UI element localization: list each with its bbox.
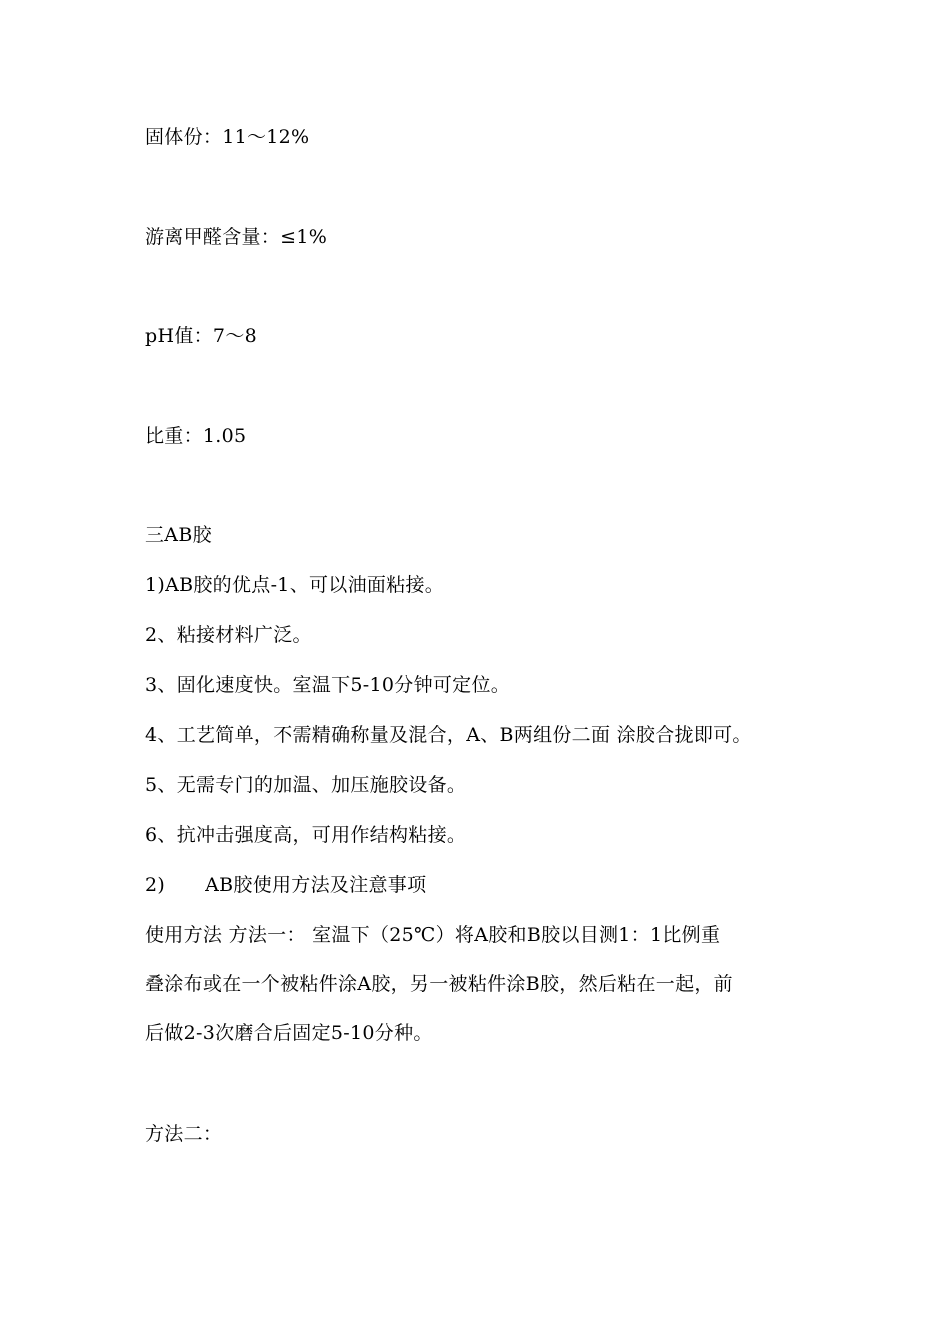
usage-heading-text: AB胶使用方法及注意事项 [205,874,427,896]
section-title: 三AB胶 [145,524,212,546]
advantage-item-6: 6、抗冲击强度高，可用作结构粘接。 [145,824,467,846]
method-two-label: 方法二： [145,1123,223,1145]
free-formaldehyde-line: 游离甲醛含量：≤1% [145,226,328,248]
advantage-item-4: 4、工艺简单，不需精确称量及混合，A、B两组份二面 涂胶合拢即可。 [145,724,752,746]
method-one-line-2: 叠涂布或在一个被粘件涂A胶，另一被粘件涂B胶，然后粘在一起，前 [145,973,733,995]
solid-content-line: 固体份：11～12% [145,126,310,148]
method-one-line-1: 使用方法 方法一： 室温下（25℃）将A胶和B胶以目测1：1比例重 [145,924,721,946]
specific-gravity-line: 比重：1.05 [145,425,247,447]
method-one-line-3: 后做2-3次磨合后固定5-10分种。 [145,1022,433,1044]
advantage-item-5: 5、无需专门的加温、加压施胶设备。 [145,774,467,796]
advantage-item-1: 1)AB胶的优点-1、可以油面粘接。 [145,574,445,596]
usage-heading-number: 2) [145,874,166,896]
advantage-item-3: 3、固化速度快。室温下5-10分钟可定位。 [145,674,511,696]
usage-heading [145,872,426,898]
advantage-item-2: 2、粘接材料广泛。 [145,624,312,646]
ph-value-line: pH值：7～8 [145,325,258,347]
